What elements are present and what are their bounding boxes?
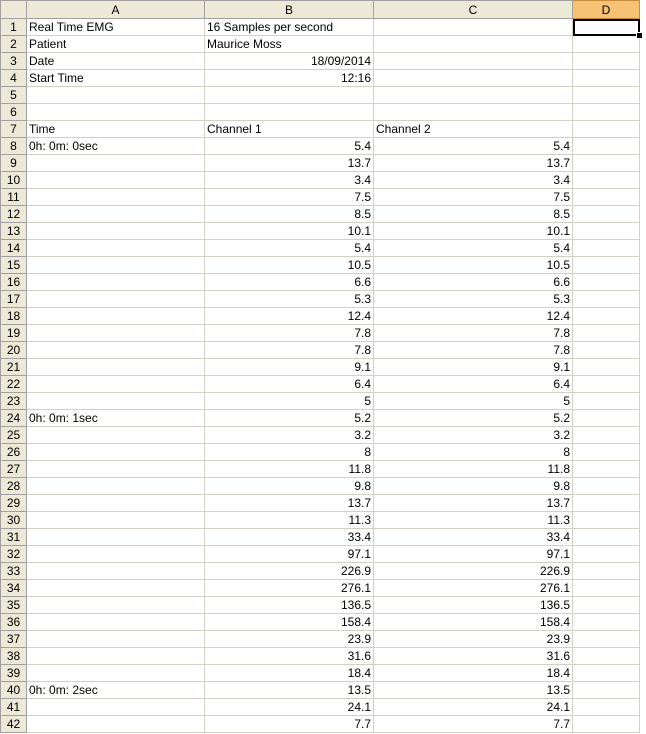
cell-c9[interactable]: 13.7 (374, 155, 573, 172)
table-row (1, 325, 640, 342)
table-row (1, 206, 640, 223)
cell-a14[interactable] (27, 240, 205, 257)
table-row (1, 36, 640, 53)
row-header[interactable]: 7 (1, 121, 27, 138)
cell-a33[interactable] (27, 563, 205, 580)
table-row (1, 274, 640, 291)
cell-b37[interactable]: 23.9 (205, 631, 374, 648)
row-header[interactable]: 8 (1, 138, 27, 155)
column-header-b[interactable]: B (205, 1, 374, 19)
cell-b18[interactable]: 12.4 (205, 308, 374, 325)
cell-d12[interactable] (573, 206, 640, 223)
table-row (1, 393, 640, 410)
cell-b20[interactable]: 7.8 (205, 342, 374, 359)
cell-a20[interactable] (27, 342, 205, 359)
cell-c41[interactable]: 24.1 (374, 699, 573, 716)
fill-handle[interactable] (636, 32, 643, 39)
cell-b27[interactable]: 11.8 (205, 461, 374, 478)
cell-b35[interactable]: 136.5 (205, 597, 374, 614)
cell-a17[interactable] (27, 291, 205, 308)
row-header[interactable]: 37 (1, 631, 27, 648)
cell-b17[interactable]: 5.3 (205, 291, 374, 308)
cell-d24[interactable] (573, 410, 640, 427)
cell-c7[interactable]: Channel 2 (374, 121, 573, 138)
table-row (1, 631, 640, 648)
cell-a32[interactable] (27, 546, 205, 563)
cell-b34[interactable]: 276.1 (205, 580, 374, 597)
column-header-a[interactable]: A (27, 1, 205, 19)
cell-c23[interactable]: 5 (374, 393, 573, 410)
row-header[interactable]: 24 (1, 410, 27, 427)
cell-c40[interactable]: 13.5 (374, 682, 573, 699)
cell-a12[interactable] (27, 206, 205, 223)
cell-d34[interactable] (573, 580, 640, 597)
cell-a41[interactable] (27, 699, 205, 716)
cell-d6[interactable] (573, 104, 640, 121)
select-all-corner[interactable] (1, 1, 27, 19)
cell-b42[interactable]: 7.7 (205, 716, 374, 733)
row-header[interactable]: 29 (1, 495, 27, 512)
cell-a21[interactable] (27, 359, 205, 376)
table-row (1, 682, 640, 699)
cell-c22[interactable]: 6.4 (374, 376, 573, 393)
cell-b23[interactable]: 5 (205, 393, 374, 410)
cell-c34[interactable]: 276.1 (374, 580, 573, 597)
cell-a26[interactable] (27, 444, 205, 461)
cell-d30[interactable] (573, 512, 640, 529)
cell-d4[interactable] (573, 70, 640, 87)
cell-c19[interactable]: 7.8 (374, 325, 573, 342)
cell-d16[interactable] (573, 274, 640, 291)
cell-c14[interactable]: 5.4 (374, 240, 573, 257)
table-row (1, 648, 640, 665)
cell-c1[interactable] (374, 19, 573, 36)
cell-b21[interactable]: 9.1 (205, 359, 374, 376)
table-row (1, 614, 640, 631)
cell-c10[interactable]: 3.4 (374, 172, 573, 189)
table-row (1, 223, 640, 240)
cell-d37[interactable] (573, 631, 640, 648)
cell-b3[interactable]: 18/09/2014 (205, 53, 374, 70)
cell-d25[interactable] (573, 427, 640, 444)
cell-a35[interactable] (27, 597, 205, 614)
cell-d17[interactable] (573, 291, 640, 308)
cell-b7[interactable]: Channel 1 (205, 121, 374, 138)
cell-d3[interactable] (573, 53, 640, 70)
cell-b1[interactable]: 16 Samples per second (205, 19, 374, 36)
cell-c11[interactable]: 7.5 (374, 189, 573, 206)
cell-d41[interactable] (573, 699, 640, 716)
cell-a4[interactable]: Start Time (27, 70, 205, 87)
cell-b4[interactable]: 12:16 (205, 70, 374, 87)
row-header[interactable]: 15 (1, 257, 27, 274)
row-header[interactable]: 27 (1, 461, 27, 478)
table-row (1, 308, 640, 325)
cell-a9[interactable] (27, 155, 205, 172)
row-header[interactable]: 38 (1, 648, 27, 665)
cell-c39[interactable]: 18.4 (374, 665, 573, 682)
cell-b11[interactable]: 7.5 (205, 189, 374, 206)
table-row (1, 529, 640, 546)
cell-b10[interactable]: 3.4 (205, 172, 374, 189)
cell-c2[interactable] (374, 36, 573, 53)
row-header[interactable]: 30 (1, 512, 27, 529)
table-row (1, 410, 640, 427)
cell-c27[interactable]: 11.8 (374, 461, 573, 478)
cell-c35[interactable]: 136.5 (374, 597, 573, 614)
cell-a37[interactable] (27, 631, 205, 648)
row-header[interactable]: 19 (1, 325, 27, 342)
cell-d22[interactable] (573, 376, 640, 393)
cell-a13[interactable] (27, 223, 205, 240)
row-header[interactable]: 35 (1, 597, 27, 614)
cell-a10[interactable] (27, 172, 205, 189)
row-header[interactable]: 5 (1, 87, 27, 104)
table-row (1, 240, 640, 257)
cell-b32[interactable]: 97.1 (205, 546, 374, 563)
cell-c25[interactable]: 3.2 (374, 427, 573, 444)
cell-d11[interactable] (573, 189, 640, 206)
row-header[interactable]: 6 (1, 104, 27, 121)
cell-a8[interactable]: 0h: 0m: 0sec (27, 138, 205, 155)
table-row (1, 138, 640, 155)
cell-d33[interactable] (573, 563, 640, 580)
cell-c32[interactable]: 97.1 (374, 546, 573, 563)
row-header[interactable]: 28 (1, 478, 27, 495)
row-header[interactable]: 2 (1, 36, 27, 53)
cell-d7[interactable] (573, 121, 640, 138)
row-header[interactable]: 31 (1, 529, 27, 546)
cell-b40[interactable]: 13.5 (205, 682, 374, 699)
cell-a25[interactable] (27, 427, 205, 444)
cell-c6[interactable] (374, 104, 573, 121)
cell-a18[interactable] (27, 308, 205, 325)
row-header[interactable]: 20 (1, 342, 27, 359)
table-row (1, 580, 640, 597)
cell-d35[interactable] (573, 597, 640, 614)
cell-a34[interactable] (27, 580, 205, 597)
row-header[interactable]: 40 (1, 682, 27, 699)
table-row (1, 70, 640, 87)
column-header-c[interactable]: C (374, 1, 573, 19)
cell-b30[interactable]: 11.3 (205, 512, 374, 529)
cell-a15[interactable] (27, 257, 205, 274)
row-header[interactable]: 9 (1, 155, 27, 172)
cell-d19[interactable] (573, 325, 640, 342)
cell-b9[interactable]: 13.7 (205, 155, 374, 172)
cell-b2[interactable]: Maurice Moss (205, 36, 374, 53)
table-row (1, 257, 640, 274)
row-header[interactable]: 21 (1, 359, 27, 376)
cell-c29[interactable]: 13.7 (374, 495, 573, 512)
cell-d23[interactable] (573, 393, 640, 410)
cell-c38[interactable]: 31.6 (374, 648, 573, 665)
row-header[interactable]: 18 (1, 308, 27, 325)
table-row (1, 444, 640, 461)
table-row (1, 495, 640, 512)
cell-c30[interactable]: 11.3 (374, 512, 573, 529)
cell-b16[interactable]: 6.6 (205, 274, 374, 291)
cell-c33[interactable]: 226.9 (374, 563, 573, 580)
cell-b41[interactable]: 24.1 (205, 699, 374, 716)
table-row (1, 716, 640, 733)
cell-c16[interactable]: 6.6 (374, 274, 573, 291)
cell-b28[interactable]: 9.8 (205, 478, 374, 495)
cell-d39[interactable] (573, 665, 640, 682)
row-header[interactable]: 26 (1, 444, 27, 461)
cell-c24[interactable]: 5.2 (374, 410, 573, 427)
table-row (1, 478, 640, 495)
cell-c8[interactable]: 5.4 (374, 138, 573, 155)
cell-d29[interactable] (573, 495, 640, 512)
row-header[interactable]: 22 (1, 376, 27, 393)
cell-c3[interactable] (374, 53, 573, 70)
cell-c12[interactable]: 8.5 (374, 206, 573, 223)
cell-c18[interactable]: 12.4 (374, 308, 573, 325)
cell-a7[interactable]: Time (27, 121, 205, 138)
cell-c20[interactable]: 7.8 (374, 342, 573, 359)
cell-b5[interactable] (205, 87, 374, 104)
table-row (1, 172, 640, 189)
table-row (1, 699, 640, 716)
cell-a3[interactable]: Date (27, 53, 205, 70)
table-row (1, 563, 640, 580)
cell-d40[interactable] (573, 682, 640, 699)
cell-a5[interactable] (27, 87, 205, 104)
cell-a16[interactable] (27, 274, 205, 291)
cell-d2[interactable] (573, 36, 640, 53)
cell-c31[interactable]: 33.4 (374, 529, 573, 546)
cell-d20[interactable] (573, 342, 640, 359)
cell-c17[interactable]: 5.3 (374, 291, 573, 308)
cell-c26[interactable]: 8 (374, 444, 573, 461)
cell-c28[interactable]: 9.8 (374, 478, 573, 495)
row-header[interactable]: 3 (1, 53, 27, 70)
cell-b19[interactable]: 7.8 (205, 325, 374, 342)
cell-d31[interactable] (573, 529, 640, 546)
row-header[interactable]: 36 (1, 614, 27, 631)
cell-c13[interactable]: 10.1 (374, 223, 573, 240)
cell-b14[interactable]: 5.4 (205, 240, 374, 257)
cell-a1[interactable]: Real Time EMG (27, 19, 205, 36)
cell-a19[interactable] (27, 325, 205, 342)
table-row (1, 189, 640, 206)
table-row (1, 359, 640, 376)
cell-d18[interactable] (573, 308, 640, 325)
cell-a24[interactable]: 0h: 0m: 1sec (27, 410, 205, 427)
active-cell[interactable] (573, 19, 640, 36)
cell-a27[interactable] (27, 461, 205, 478)
row-header[interactable]: 33 (1, 563, 27, 580)
row-header[interactable]: 23 (1, 393, 27, 410)
cell-d27[interactable] (573, 461, 640, 478)
table-row (1, 546, 640, 563)
cell-b33[interactable]: 226.9 (205, 563, 374, 580)
cell-d26[interactable] (573, 444, 640, 461)
cell-c42[interactable]: 7.7 (374, 716, 573, 733)
cell-a36[interactable] (27, 614, 205, 631)
cell-c36[interactable]: 158.4 (374, 614, 573, 631)
cell-d15[interactable] (573, 257, 640, 274)
cell-a22[interactable] (27, 376, 205, 393)
cell-d13[interactable] (573, 223, 640, 240)
row-header[interactable]: 42 (1, 716, 27, 733)
row-header[interactable]: 13 (1, 223, 27, 240)
row-header[interactable]: 32 (1, 546, 27, 563)
cell-d21[interactable] (573, 359, 640, 376)
table-row (1, 342, 640, 359)
cell-a40[interactable]: 0h: 0m: 2sec (27, 682, 205, 699)
cell-b36[interactable]: 158.4 (205, 614, 374, 631)
table-row (1, 665, 640, 682)
table-row (1, 121, 640, 138)
cell-c37[interactable]: 23.9 (374, 631, 573, 648)
cell-c5[interactable] (374, 87, 573, 104)
cell-c4[interactable] (374, 70, 573, 87)
cell-c21[interactable]: 9.1 (374, 359, 573, 376)
cell-d32[interactable] (573, 546, 640, 563)
cell-b12[interactable]: 8.5 (205, 206, 374, 223)
row-header[interactable]: 1 (1, 19, 27, 36)
cell-b24[interactable]: 5.2 (205, 410, 374, 427)
cell-a30[interactable] (27, 512, 205, 529)
cell-b6[interactable] (205, 104, 374, 121)
column-header-row (1, 1, 640, 19)
cell-d8[interactable] (573, 138, 640, 155)
cell-a23[interactable] (27, 393, 205, 410)
cell-b13[interactable]: 10.1 (205, 223, 374, 240)
cell-a6[interactable] (27, 104, 205, 121)
row-header[interactable]: 16 (1, 274, 27, 291)
cell-d9[interactable] (573, 155, 640, 172)
row-header[interactable]: 14 (1, 240, 27, 257)
cell-b15[interactable]: 10.5 (205, 257, 374, 274)
cell-d38[interactable] (573, 648, 640, 665)
cell-a42[interactable] (27, 716, 205, 733)
cell-b22[interactable]: 6.4 (205, 376, 374, 393)
cell-d5[interactable] (573, 87, 640, 104)
row-header[interactable]: 11 (1, 189, 27, 206)
cell-a29[interactable] (27, 495, 205, 512)
row-header[interactable]: 41 (1, 699, 27, 716)
row-header[interactable]: 34 (1, 580, 27, 597)
table-row (1, 376, 640, 393)
cell-a11[interactable] (27, 189, 205, 206)
cell-d36[interactable] (573, 614, 640, 631)
table-row (1, 512, 640, 529)
cell-b31[interactable]: 33.4 (205, 529, 374, 546)
row-header[interactable]: 4 (1, 70, 27, 87)
cell-a31[interactable] (27, 529, 205, 546)
table-row (1, 53, 640, 70)
row-header[interactable]: 39 (1, 665, 27, 682)
cell-a39[interactable] (27, 665, 205, 682)
column-header-d[interactable]: D (573, 1, 640, 19)
table-row (1, 427, 640, 444)
cell-b8[interactable]: 5.4 (205, 138, 374, 155)
cell-d14[interactable] (573, 240, 640, 257)
row-header[interactable]: 17 (1, 291, 27, 308)
table-row (1, 104, 640, 121)
row-header[interactable]: 25 (1, 427, 27, 444)
cell-a2[interactable]: Patient (27, 36, 205, 53)
cell-b38[interactable]: 31.6 (205, 648, 374, 665)
cell-d28[interactable] (573, 478, 640, 495)
cell-b29[interactable]: 13.7 (205, 495, 374, 512)
table-row (1, 87, 640, 104)
cell-b39[interactable]: 18.4 (205, 665, 374, 682)
cell-b26[interactable]: 8 (205, 444, 374, 461)
row-header[interactable]: 10 (1, 172, 27, 189)
cell-d42[interactable] (573, 716, 640, 733)
table-row (1, 597, 640, 614)
cell-c15[interactable]: 10.5 (374, 257, 573, 274)
cell-b25[interactable]: 3.2 (205, 427, 374, 444)
cell-d10[interactable] (573, 172, 640, 189)
cell-a28[interactable] (27, 478, 205, 495)
table-row (1, 19, 640, 36)
cell-a38[interactable] (27, 648, 205, 665)
table-row (1, 461, 640, 478)
row-header[interactable]: 12 (1, 206, 27, 223)
table-row (1, 155, 640, 172)
table-row (1, 291, 640, 308)
